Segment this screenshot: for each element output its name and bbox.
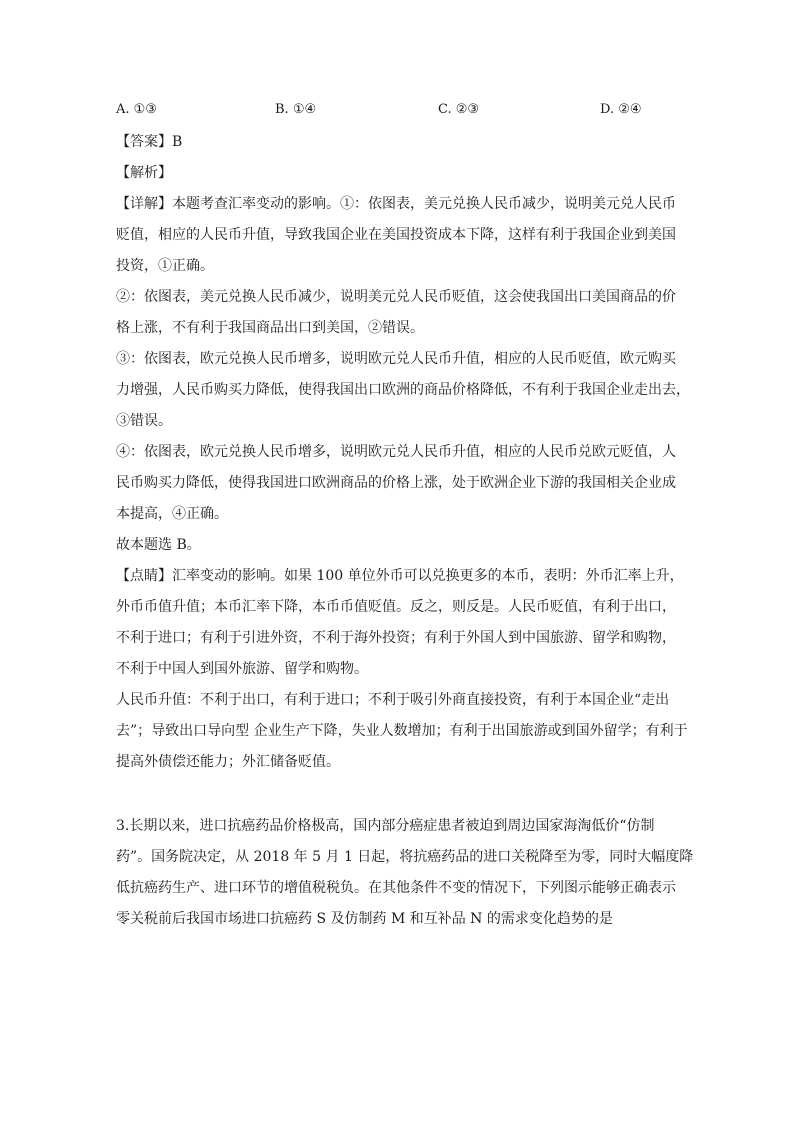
option-d: D. ②④ bbox=[600, 102, 642, 117]
point-line: 提高外债偿还能力；外汇储备贬值。 bbox=[116, 754, 340, 770]
point-text: 汇率变动的影响。如果 100 单位外币可以兑换更多的本币，表明：外币汇率上升， bbox=[172, 568, 684, 584]
detail-line bbox=[116, 189, 686, 220]
detail-line: ④：依图表，欧元兑换人民币增多，说明欧元兑人民币升值，相应的人民币兑欧元贬值，人 bbox=[116, 444, 676, 460]
detail-line: 力增强，人民币购买力降低，使得我国出口欧洲的商品价格降低，不有利于我国企业走出去， bbox=[116, 382, 690, 398]
detail-line: 贬值，相应的人民币升值，导致我国企业在美国投资成本下降，这样有利于我国企业到美国 bbox=[116, 227, 676, 243]
option-c: C. ②③ bbox=[438, 102, 480, 117]
answer-options bbox=[116, 102, 696, 124]
answer-tag: 【答案】 bbox=[116, 134, 172, 150]
point-line bbox=[116, 561, 686, 592]
detail-line: ③：依图表，欧元兑换人民币增多，说明欧元兑人民币升值，相应的人民币贬值，欧元购买 bbox=[116, 351, 676, 367]
detail-line: ③错误。 bbox=[116, 413, 172, 429]
detail-line: ②：依图表，美元兑换人民币减少，说明美元兑人民币贬值，这会使我国出口美国商品的价 bbox=[116, 289, 676, 305]
point-line: 人民币升值：不利于出口，有利于进口；不利于吸引外商直接投资，有利于本国企业“走出 bbox=[116, 692, 670, 708]
point-line: 外币币值升值；本币汇率下降，本币币值贬值。反之，则反是。人民币贬值，有利于出口， bbox=[116, 599, 676, 615]
analysis-heading: 【解析】 bbox=[116, 165, 172, 181]
question-line: 药”。国务院决定，从 2018 年 5 月 1 日起，将抗癌药品的进口关税降至为零，同时大幅度降 bbox=[116, 849, 694, 865]
answer-value: B bbox=[172, 134, 183, 150]
detail-section bbox=[116, 189, 690, 561]
detail-line: 投资，①正确。 bbox=[116, 258, 214, 274]
question-line: 零关税前后我国市场进口抗癌药 S 及仿制药 M 和互补品 N 的需求变化趋势的是 bbox=[116, 911, 613, 927]
detail-text: 本题考查汇率变动的影响。①：依图表，美元兑换人民币减少，说明美元兑人民币 bbox=[172, 196, 676, 212]
question-line: 3.长期以来，进口抗癌药品价格极高，国内部分癌症患者被迫到周边国家海淘低价“仿制 bbox=[116, 818, 655, 834]
point-tag: 【点睛】 bbox=[116, 568, 172, 584]
detail-conclusion: 故本题选 B。 bbox=[116, 537, 201, 553]
answer-section bbox=[116, 127, 686, 189]
option-a: A. ①③ bbox=[116, 102, 157, 117]
question-3 bbox=[116, 811, 694, 935]
answer-line bbox=[116, 127, 686, 158]
detail-tag: 【详解】 bbox=[116, 196, 172, 212]
point-line: 不利于中国人到国外旅游、留学和购物。 bbox=[116, 661, 368, 677]
point-line: 不利于进口；有利于引进外资，不利于海外投资；有利于外国人到中国旅游、留学和购物， bbox=[116, 630, 676, 646]
point-section bbox=[116, 561, 686, 778]
detail-line: 民币购买力降低，使得我国进口欧洲商品的价格上涨，处于欧洲企业下游的我国相关企业成 bbox=[116, 475, 676, 491]
question-line: 低抗癌药生产、进口环节的增值税税负。在其他条件不变的情况下，下列图示能够正确表示 bbox=[116, 880, 676, 896]
option-b: B. ①④ bbox=[275, 102, 317, 117]
detail-line: 本提高，④正确。 bbox=[116, 506, 228, 522]
detail-line: 格上涨，不有利于我国商品出口到美国，②错误。 bbox=[116, 320, 424, 336]
point-line: 去”；导致出口导向型 企业生产下降，失业人数增加；有利于出国旅游或到国外留学；有利于 bbox=[116, 723, 688, 739]
